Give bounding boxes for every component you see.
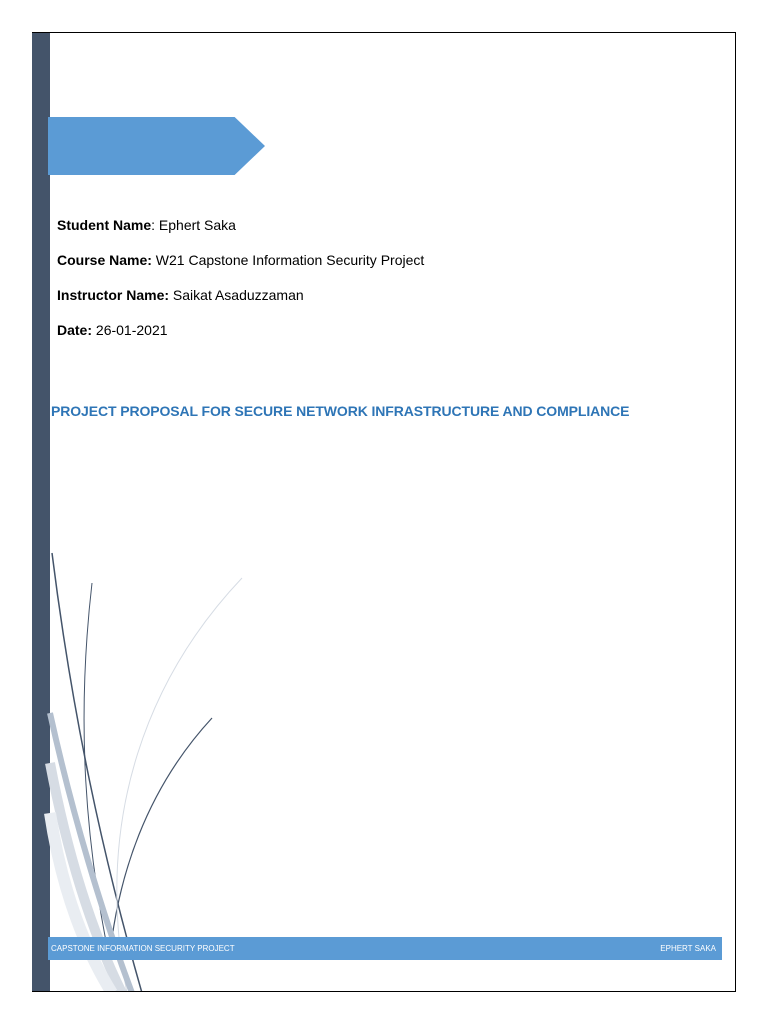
student-name-value: Ephert Saka <box>158 217 236 233</box>
footer-bar <box>48 937 722 960</box>
course-name-label: Course Name: <box>57 252 152 268</box>
course-name-value: W21 Capstone Information Security Project <box>151 252 425 268</box>
instructor-name-value: Saikat Asaduzzaman <box>169 287 304 303</box>
course-name-line <box>57 250 697 285</box>
date-line <box>57 320 697 355</box>
date-value: 26-01-2021 <box>92 322 168 338</box>
student-info-block <box>57 215 697 355</box>
date-label: Date: <box>57 322 93 338</box>
document-page <box>32 32 736 992</box>
student-name-line <box>57 215 697 250</box>
decorative-swoosh-graphic <box>32 513 252 992</box>
student-name-separator: : <box>151 217 159 233</box>
title-pentagon-banner <box>48 117 265 175</box>
footer-author-name: EPHERT SAKA <box>660 944 716 953</box>
footer-project-name: CAPSTONE INFORMATION SECURITY PROJECT <box>51 944 235 953</box>
student-name-label: Student Name <box>57 217 152 233</box>
document-title: PROJECT PROPOSAL FOR SECURE NETWORK INFRASTRUCTURE AND COMPLIANCE <box>51 403 630 419</box>
instructor-name-line <box>57 285 697 320</box>
instructor-name-label: Instructor Name: <box>57 287 170 303</box>
